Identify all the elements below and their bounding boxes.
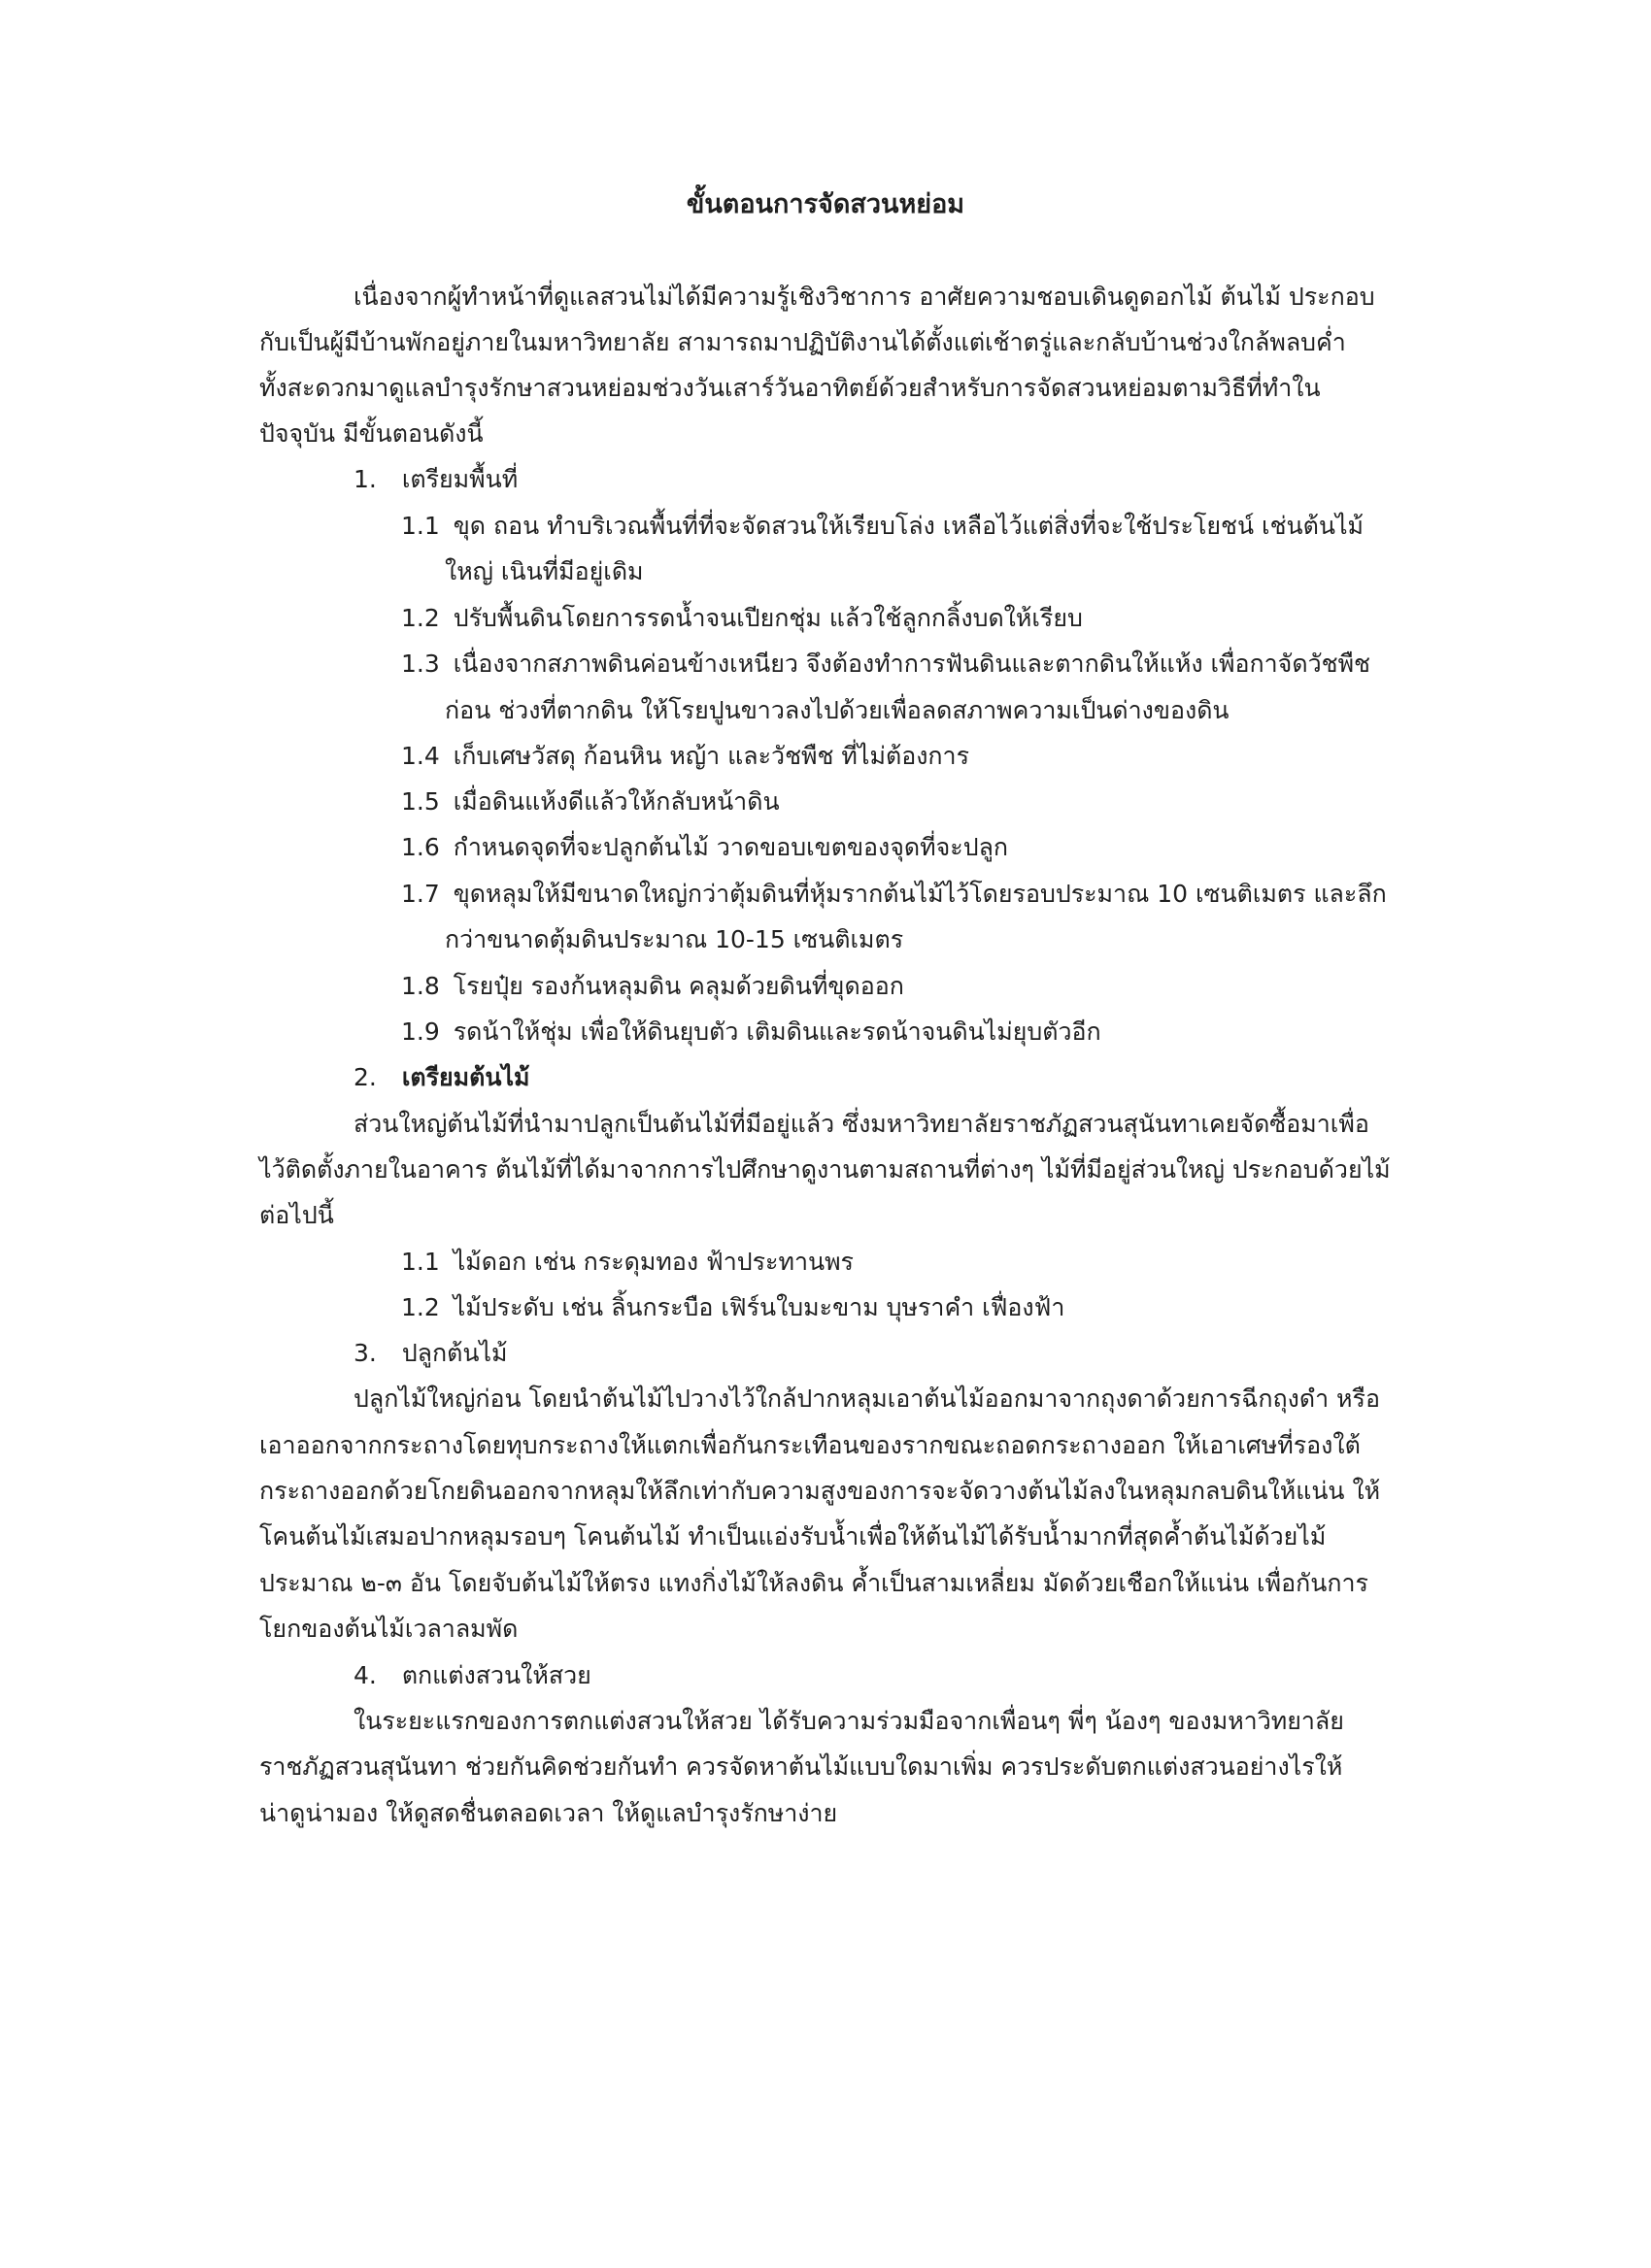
section-title: ปลูกต้นไม้ xyxy=(401,1339,508,1367)
item-text: โรยปุ๋ย รองก้นหลุมดิน คลุมด้วยดินที่ขุดออก xyxy=(453,972,904,1000)
item-number: 1.3 xyxy=(401,650,440,678)
list-item xyxy=(401,783,780,821)
document-title: ขั้นตอนการจัดสวนหย่อม xyxy=(686,189,965,219)
list-item xyxy=(401,1288,1064,1327)
intro-line: ทั้งสะดวกมาดูแลบำรุงรักษาสวนหย่อมช่วงวันเสาร์วันอาทิตย์ด้วยสำหรับการจัดสวนหย่อมตามวิธีที่ทำใน xyxy=(259,374,1321,402)
item-number: 1.5 xyxy=(401,787,440,816)
paragraph-line: น่าดูน่ามอง ให้ดูสดชื่นตลอดเวลา ให้ดูแลบำรุงรักษาง่าย xyxy=(259,1799,838,1827)
section-title: เตรียมต้นไม้ xyxy=(401,1063,530,1091)
item-continuation: กว่าขนาดตุ้มดินประมาณ 10-15 เซนติเมตร xyxy=(445,925,904,953)
section-number: 3. xyxy=(354,1339,377,1367)
item-text: ไม้ประดับ เช่น ลิ้นกระบือ เฟิร์นใบมะขาม บุษราคำ เฟื่องฟ้า xyxy=(453,1293,1065,1321)
item-number: 1.1 xyxy=(401,1248,440,1276)
list-item xyxy=(401,599,1083,638)
paragraph-line: ในระยะแรกของการตกแต่งสวนให้สวย ได้รับความร่วมมือจากเพื่อนๆ พี่ๆ น้องๆ ของมหาวิทยาลัย xyxy=(354,1707,1344,1735)
paragraph-line: กระถางออกด้วยโกยดินออกจากหลุมให้ลึกเท่ากับความสูงของการจะจัดวางต้นไม้ลงในหลุมกลบดินให้แน่น ให้ xyxy=(259,1477,1381,1505)
section-title: ตกแต่งสวนให้สวย xyxy=(401,1661,591,1689)
list-item xyxy=(401,967,904,1006)
section-number: 2. xyxy=(354,1063,377,1091)
item-number: 1.7 xyxy=(401,880,440,908)
item-number: 1.2 xyxy=(401,1293,440,1321)
paragraph-line: โยกของต้นไม้เวลาลมพัด xyxy=(259,1615,519,1643)
paragraph-line: เอาออกจากกระถางโดยทุบกระถางให้แตกเพื่อกันกระเทือนของรากขณะถอดกระถางออก ให้เอาเศษที่รองใต้ xyxy=(259,1431,1361,1459)
paragraph-line: ประมาณ ๒-๓ อัน โดยจับต้นไม้ให้ตรง แทงกิ่งไม้ให้ลงดิน ค้ำเป็นสามเหลี่ยม มัดด้วยเชือกให้แน่น เพื่อกันการ xyxy=(259,1569,1368,1597)
section-3-heading xyxy=(354,1334,508,1373)
item-continuation: ก่อน ช่วงที่ตากดิน ให้โรยปูนขาวลงไปด้วยเพื่อลดสภาพความเป็นด่างของดิน xyxy=(445,696,1230,724)
paragraph-line: ปลูกไม้ใหญ่ก่อน โดยนำต้นไม้ไปวางไว้ใกล้ปากหลุมเอาต้นไม้ออกมาจากถุงดาด้วยการฉีกถุงดำ หรือ xyxy=(354,1384,1380,1413)
list-item xyxy=(401,1243,854,1282)
item-text: ไม้ดอก เช่น กระดุมทอง ฟ้าประทานพร xyxy=(453,1248,854,1276)
item-number: 1.4 xyxy=(401,742,440,770)
item-text: ขุดหลุมให้มีขนาดใหญ่กว่าตุ้มดินที่หุ้มรากต้นไม้ไว้โดยรอบประมาณ 10 เซนติเมตร และลึก xyxy=(453,880,1387,908)
list-item xyxy=(401,737,969,776)
section-title: เตรียมพื้นที่ xyxy=(401,465,519,493)
item-text: เก็บเศษวัสดุ ก้อนหิน หญ้า และวัชพืช ที่ไม่ต้องการ xyxy=(453,742,970,770)
list-item xyxy=(401,507,1364,546)
item-continuation: ใหญ่ เนินที่มีอยู่เดิม xyxy=(445,557,644,585)
list-item xyxy=(401,828,1008,867)
intro-line: เนื่องจากผู้ทำหน้าที่ดูแลสวนไม่ได้มีความรู้เชิงวิชาการ อาศัยความชอบเดินดูดอกไม้ ต้นไม้ ประกอบ xyxy=(354,283,1375,311)
item-number: 1.8 xyxy=(401,972,440,1000)
intro-line: กับเป็นผู้มีบ้านพักอยู่ภายในมหาวิทยาลัย สามารถมาปฏิบัติงานได้ตั้งแต่เช้าตรู่และกลับบ้านช่วงใกล้พลบค่ำ xyxy=(259,328,1346,356)
paragraph-line: โคนต้นไม้เสมอปากหลุมรอบๆ โคนต้นไม้ ทำเป็นแอ่งรับน้ำเพื่อให้ต้นไม้ได้รับน้ำมากที่สุดค้ำต้นไม้ด้วยไม้ xyxy=(259,1522,1327,1551)
item-number: 1.9 xyxy=(401,1017,440,1046)
paragraph-line: ไว้ติดตั้งภายในอาคาร ต้นไม้ที่ได้มาจากการไปศึกษาดูงานตามสถานที่ต่างๆ ไม้ที่มีอยู่ส่วนใหญ่ ประกอบด้วยไม้ xyxy=(259,1155,1391,1184)
section-number: 4. xyxy=(354,1661,377,1689)
section-4-heading xyxy=(354,1656,591,1695)
paragraph-line: ราชภัฏสวนสุนันทา ช่วยกันคิดช่วยกันทำ ควรจัดหาต้นไม้แบบใดมาเพิ่ม ควรประดับตกแต่งสวนอย่างไรให้ xyxy=(259,1752,1343,1781)
list-item xyxy=(401,1013,1101,1051)
section-2-heading xyxy=(354,1058,530,1097)
item-number: 1.6 xyxy=(401,833,440,861)
item-text: รดน้าให้ชุ่ม เพื่อให้ดินยุบตัว เติมดินและรดน้าจนดินไม่ยุบตัวอีก xyxy=(453,1017,1101,1046)
paragraph-line: ต่อไปนี้ xyxy=(259,1201,334,1229)
item-number: 1.2 xyxy=(401,604,440,632)
list-item xyxy=(401,875,1387,914)
item-text: เมื่อดินแห้งดีแล้วให้กลับหน้าดิน xyxy=(453,787,780,816)
item-text: ขุด ถอน ทำบริเวณพื้นที่ที่จะจัดสวนให้เรียบโล่ง เหลือไว้แต่สิ่งที่จะใช้ประโยชน์ เช่นต้นไม้ xyxy=(453,512,1365,540)
item-text: กำหนดจุดที่จะปลูกต้นไม้ วาดขอบเขตของจุดที่จะปลูก xyxy=(453,833,1009,861)
paragraph-line: ส่วนใหญ่ต้นไม้ที่นำมาปลูกเป็นต้นไม้ที่มีอยู่แล้ว ซึ่งมหาวิทยาลัยราชภัฏสวนสุนันทาเคยจัดซื้อมาเพื่อ xyxy=(354,1110,1369,1138)
item-text: ปรับพื้นดินโดยการรดน้ำจนเปียกชุ่ม แล้วใช้ลูกกลิ้งบดให้เรียบ xyxy=(453,604,1083,632)
item-number: 1.1 xyxy=(401,512,440,540)
item-text: เนื่องจากสภาพดินค่อนข้างเหนียว จึงต้องทำการฟันดินและตากดินให้แห้ง เพื่อกาจัดวัชพืช xyxy=(453,650,1371,678)
section-1-heading xyxy=(354,460,518,499)
section-number: 1. xyxy=(354,465,377,493)
intro-line: ปัจจุบัน มีขั้นตอนดังนี้ xyxy=(259,419,484,448)
list-item xyxy=(401,645,1370,684)
